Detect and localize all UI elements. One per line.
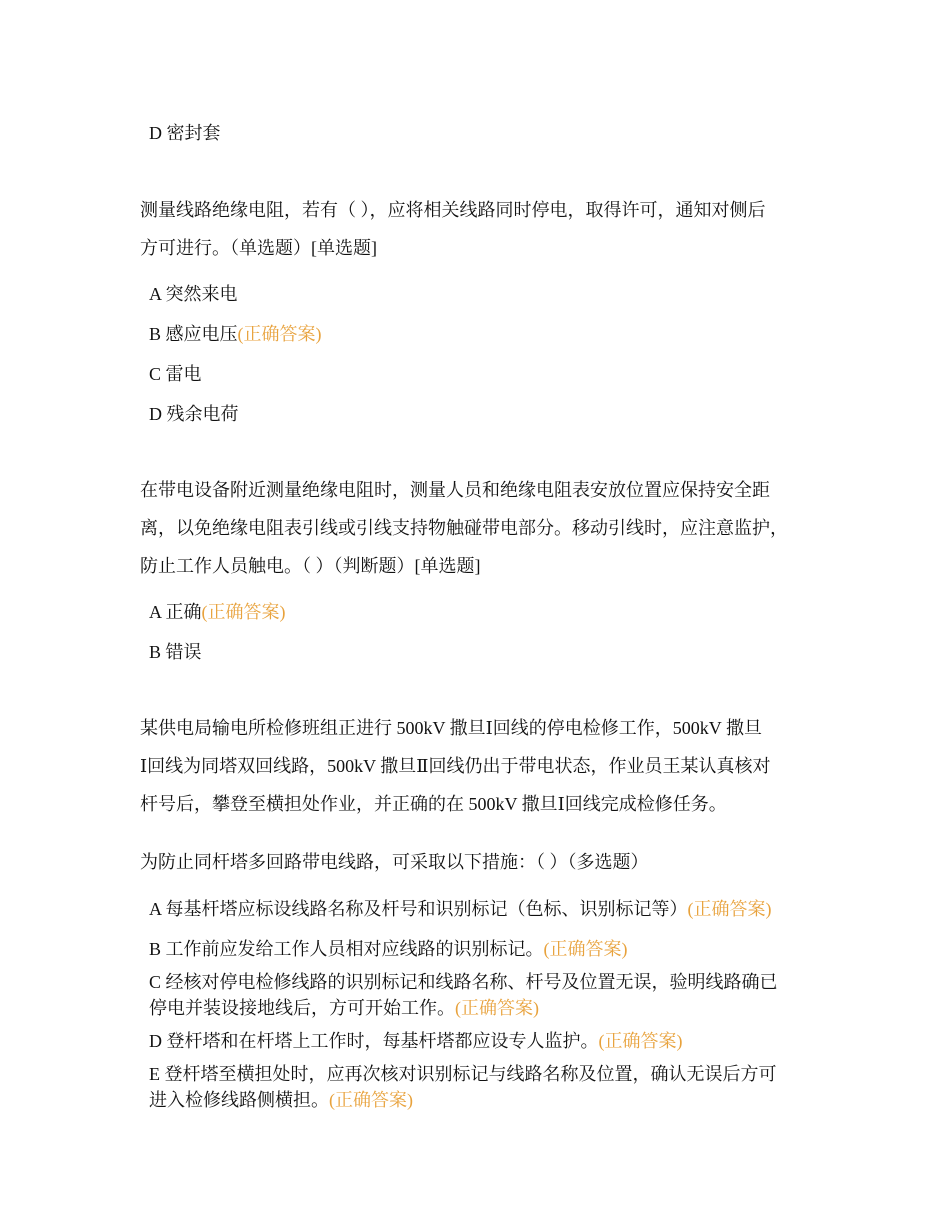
q2-stem-line1: 在带电设备附近测量绝缘电阻时，测量人员和绝缘电阻表安放位置应保持安全距 [140,480,770,500]
q3-option-c-line2 [149,995,539,1021]
option-text: B 感应电压 [149,324,238,344]
q3-option-e-line2 [149,1087,413,1113]
option-text: A 正确 [149,602,202,622]
q1-option-a: A 突然来电 [149,284,238,304]
correct-answer-marker: (正确答案) [329,1090,413,1110]
option-text: B 工作前应发给工作人员相对应线路的识别标记。 [149,939,544,959]
prev-option-d: D 密封套 [149,123,221,143]
q1-option-b [149,321,322,347]
q2-option-a [149,599,286,625]
case-line1: 某供电局输电所检修班组正进行 500kV 撒旦Ⅰ回线的停电检修工作，500kV 撒旦 [140,718,762,738]
q2-stem-line2: 离，以免绝缘电阻表引线或引线支持物触碰带电部分。移动引线时，应注意监护， [140,518,788,538]
q3-option-b [149,936,628,962]
q3-option-c-line1: C 经核对停电检修线路的识别标记和线路名称、杆号及位置无误，验明线路确已 [149,972,778,992]
q1-stem-line2: 方可进行。（单选题）[单选题] [140,238,377,258]
q3-stem: 为防止同杆塔多回路带电线路，可采取以下措施：（ ）（多选题） [140,852,649,872]
option-text: D 登杆塔和在杆塔上工作时，每基杆塔都应设专人监护。 [149,1031,599,1051]
option-text: A 每基杆塔应标设线路名称及杆号和识别标记（色标、识别标记等） [149,899,688,919]
q3-option-a [149,896,772,922]
q2-option-b: B 错误 [149,642,202,662]
q2-stem-line3: 防止工作人员触电。（ ）（判断题）[单选题] [140,556,481,576]
correct-answer-marker: (正确答案) [598,1031,683,1051]
q1-option-d: D 残余电荷 [149,404,239,424]
option-text: 进入检修线路侧横担。 [149,1090,329,1110]
option-text: 停电并装设接地线后，方可开始工作。 [149,998,455,1018]
correct-answer-marker: (正确答案) [201,602,286,622]
correct-answer-marker: (正确答案) [455,998,539,1018]
correct-answer-marker: (正确答案) [543,939,628,959]
correct-answer-marker: (正确答案) [237,324,322,344]
case-line3: 杆号后，攀登至横担处作业，并正确的在 500kV 撒旦Ⅰ回线完成检修任务。 [140,794,727,814]
q1-stem-line1: 测量线路绝缘电阻，若有（ ），应将相关线路同时停电，取得许可，通知对侧后 [140,200,766,220]
q3-option-d [149,1028,683,1054]
correct-answer-marker: (正确答案) [687,899,772,919]
q1-option-c: C 雷电 [149,364,202,384]
q3-option-e-line1: E 登杆塔至横担处时，应再次核对识别标记与线路名称及位置，确认无误后方可 [149,1064,777,1084]
case-line2: Ⅰ回线为同塔双回线路，500kV 撒旦Ⅱ回线仍出于带电状态，作业员王某认真核对 [140,756,771,776]
